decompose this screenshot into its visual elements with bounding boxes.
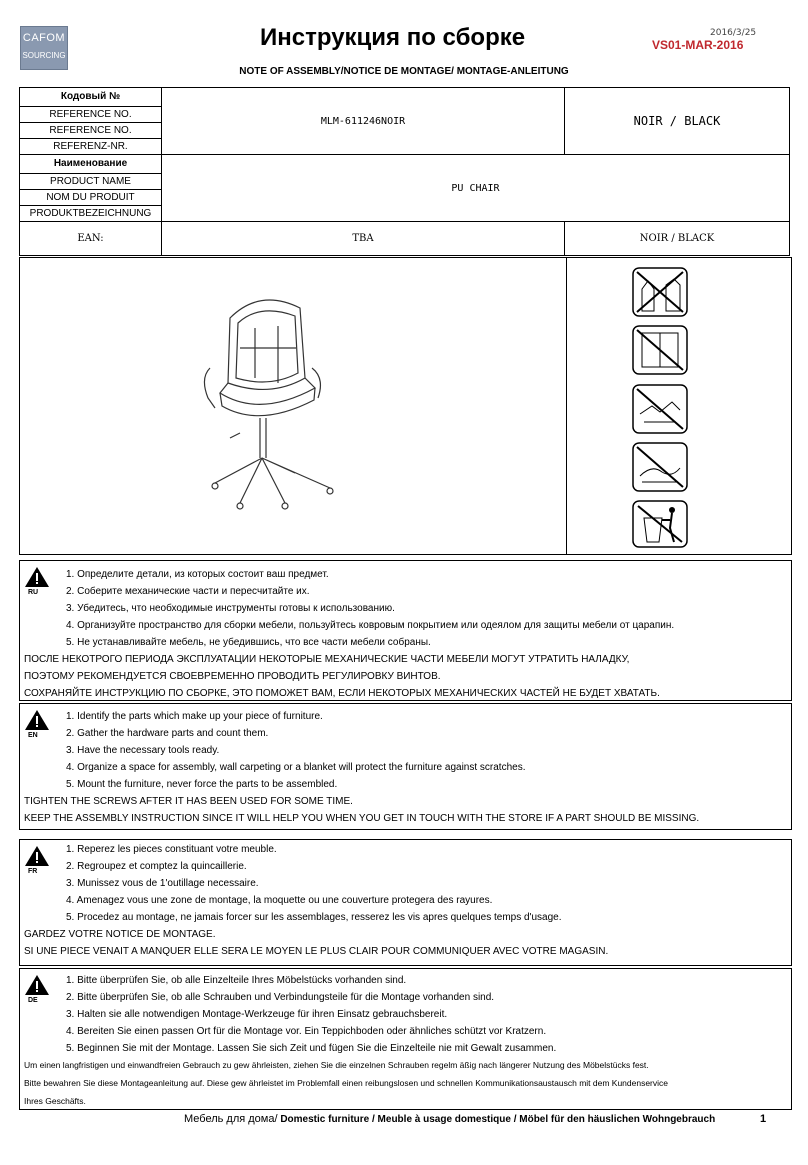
instruction-item: 3. Have the necessary tools ready. <box>66 745 220 756</box>
instruction-item: 3. Убедитесь, что необходимые инструменты готовы к использованию. <box>66 603 395 614</box>
instruction-item: 2. Gather the hardware parts and count them. <box>66 728 269 739</box>
no-moisture-icon <box>632 325 688 375</box>
instruction-item: 1. Reperez les pieces constituant votre meuble. <box>66 844 277 855</box>
page-number: 1 <box>760 1113 767 1125</box>
reference-label-cell <box>20 88 162 155</box>
reference-label-en: REFERENCE NO. <box>20 107 161 123</box>
no-trash-disposal-icon <box>632 500 688 548</box>
reference-label-fr: REFERENCE NO. <box>20 123 161 139</box>
instructions-fr <box>19 839 792 966</box>
instruction-item: 5. Не устанавливайте мебель, не убедившись, что все части мебели собраны. <box>66 637 431 648</box>
document-date: 2016/3/25 <box>710 28 757 38</box>
ean-color: NOIR / BLACK <box>565 222 790 256</box>
page-title: Инструкция по сборке <box>260 24 526 51</box>
no-chemicals-icon <box>632 267 688 317</box>
no-sharp-tools-icon <box>632 384 688 434</box>
instruction-item: 1. Bitte überprüfen Sie, ob alle Einzelteile Ihres Möbelstücks vorhanden sind. <box>66 975 407 986</box>
product-name: PU CHAIR <box>162 155 790 222</box>
instructions-de <box>19 968 792 1110</box>
footer-text-rest: Domestic furniture / Meuble à usage domestique / Möbel für den häuslichen Wohngebrauch <box>277 1114 716 1125</box>
reference-label-ru: Кодовый № <box>20 88 161 107</box>
document-code: VS01-MAR-2016 <box>652 38 744 52</box>
instruction-item: 4. Amenagez vous une zone de montage, la moquette ou une couverture protegera des rayures. <box>66 895 493 906</box>
product-label-ru: Наименование <box>20 155 161 174</box>
instruction-item: 4. Bereiten Sie einen passen Ort für die Montage vor. Ein Teppichboden oder ähnliches schützt vor Kratzern. <box>66 1026 547 1037</box>
product-label-cell <box>20 155 162 222</box>
no-rough-surface-icon <box>632 442 688 492</box>
instruction-item: 2. Bitte überprüfen Sie, ob alle Schrauben und Verbindungsteile für die Montage vorhanden sind. <box>66 992 495 1003</box>
instruction-item: 5. Mount the furniture, never force the parts to be assembled. <box>66 779 338 790</box>
instruction-item: 2. Соберите механические части и пересчитайте их. <box>66 586 310 597</box>
language-code: FR <box>28 868 38 875</box>
instruction-item: 2. Regroupez et comptez la quincaillerie. <box>66 861 247 872</box>
reference-table <box>19 87 790 256</box>
instruction-note: Bitte bewahren Sie diese Montageanleitung auf. Diese gew ährleistet im Problemfall einen reibungslosen und schnellen Kommunikationsaustausch mit dem Kundenservice <box>24 1078 669 1088</box>
instruction-note: Um einen langfristigen und einwandfreien Gebrauch zu gew ährleisten, ziehen Sie die einzelnen Schrauben regelm äßig nach längerer Nutzung des Möbelstücks fest. <box>24 1060 649 1070</box>
instruction-note: ПОЭТОМУ РЕКОМЕНДУЕТСЯ СВОЕВРЕМЕННО ПРОВОДИТЬ РЕГУЛИРОВКУ ВИНТОВ. <box>24 671 441 682</box>
instruction-note: Ihres Geschäfts. <box>24 1096 86 1106</box>
reference-value: MLM-611246NOIR <box>162 88 565 155</box>
page-subtitle: NOTE OF ASSEMBLY/NOTICE DE MONTAGE/ MONTAGE-ANLEITUNG <box>239 66 569 77</box>
ean-label: EAN: <box>20 222 162 256</box>
footer-text <box>184 1113 715 1125</box>
instruction-note: GARDEZ VOTRE NOTICE DE MONTAGE. <box>24 929 216 940</box>
language-code: DE <box>28 997 38 1004</box>
language-code: EN <box>28 732 38 739</box>
logo-text: CAFOM <box>22 32 66 44</box>
instruction-note: ПОСЛЕ НЕКОТРОГО ПЕРИОДА ЭКСПЛУАТАЦИИ НЕКОТОРЫЕ МЕХАНИЧЕСКИЕ ЧАСТИ МЕБЕЛИ МОГУТ УТРАТИТЬ НАЛАДКУ, <box>24 654 630 665</box>
instruction-item: 5. Beginnen Sie mit der Montage. Lassen Sie sich Zeit und fügen Sie die Einzelteile nie mit Gewalt zusammen. <box>66 1043 557 1054</box>
product-label-de: PRODUKTBEZEICHNUNG <box>29 208 152 219</box>
footer-text-ru: Мебель для дома/ <box>184 1113 278 1125</box>
instruction-item: 1. Определите детали, из которых состоит ваш предмет. <box>66 569 329 580</box>
instruction-item: 4. Organize a space for assembly, wall carpeting or a blanket will protect the furniture against scratches. <box>66 762 526 773</box>
cafom-logo <box>20 26 68 70</box>
panel-divider <box>566 258 567 554</box>
reference-color: NOIR / BLACK <box>565 88 790 155</box>
instruction-note: KEEP THE ASSEMBLY INSTRUCTION SINCE IT WILL HELP YOU WHEN YOU GET IN TOUCH WITH THE STORE IF A PART SHOULD BE MISSING. <box>24 813 700 824</box>
language-code: RU <box>28 589 39 596</box>
instruction-item: 5. Procedez au montage, ne jamais forcer sur les assemblages, resserez les vis apres quelques temps d'usage. <box>66 912 562 923</box>
instructions-ru <box>19 560 792 701</box>
instruction-note: TIGHTEN THE SCREWS AFTER IT HAS BEEN USED FOR SOME TIME. <box>24 796 353 807</box>
instruction-item: 1. Identify the parts which make up your piece of furniture. <box>66 711 323 722</box>
instruction-note: СОХРАНЯЙТЕ ИНСТРУКЦИЮ ПО СБОРКЕ, ЭТО ПОМОЖЕТ ВАМ, ЕСЛИ НЕКОТОРЫХ МЕХАНИЧЕСКИХ ЧАСТЕЙ НЕ БУДЕТ ХВАТАТЬ. <box>24 688 660 699</box>
illustration-panel <box>19 257 792 555</box>
instruction-item: 3. Munissez vous de 1'outillage necessaire. <box>66 878 259 889</box>
product-label-en: PRODUCT NAME <box>20 174 161 190</box>
reference-label-de: REFERENZ-NR. <box>53 141 128 152</box>
chair-illustration <box>200 288 350 538</box>
instruction-item: 4. Организуйте пространство для сборки мебели, пользуйтесь ковровым покрытием или одеялом для защиты мебели от царапин. <box>66 620 675 631</box>
instructions-en <box>19 703 792 830</box>
product-label-fr: NOM DU PRODUIT <box>20 190 161 206</box>
instruction-note: SI UNE PIECE VENAIT A MANQUER ELLE SERA LE MOYEN LE PLUS CLAIR POUR COMMUNIQUER AVEC VOTRE MAGASIN. <box>24 946 609 957</box>
logo-subtext: SOURCING <box>22 51 66 60</box>
ean-value: TBA <box>162 222 565 256</box>
instruction-item: 3. Halten sie alle notwendigen Montage-Werkzeuge für ihren Einsatz gebrauchsbereit. <box>66 1009 448 1020</box>
